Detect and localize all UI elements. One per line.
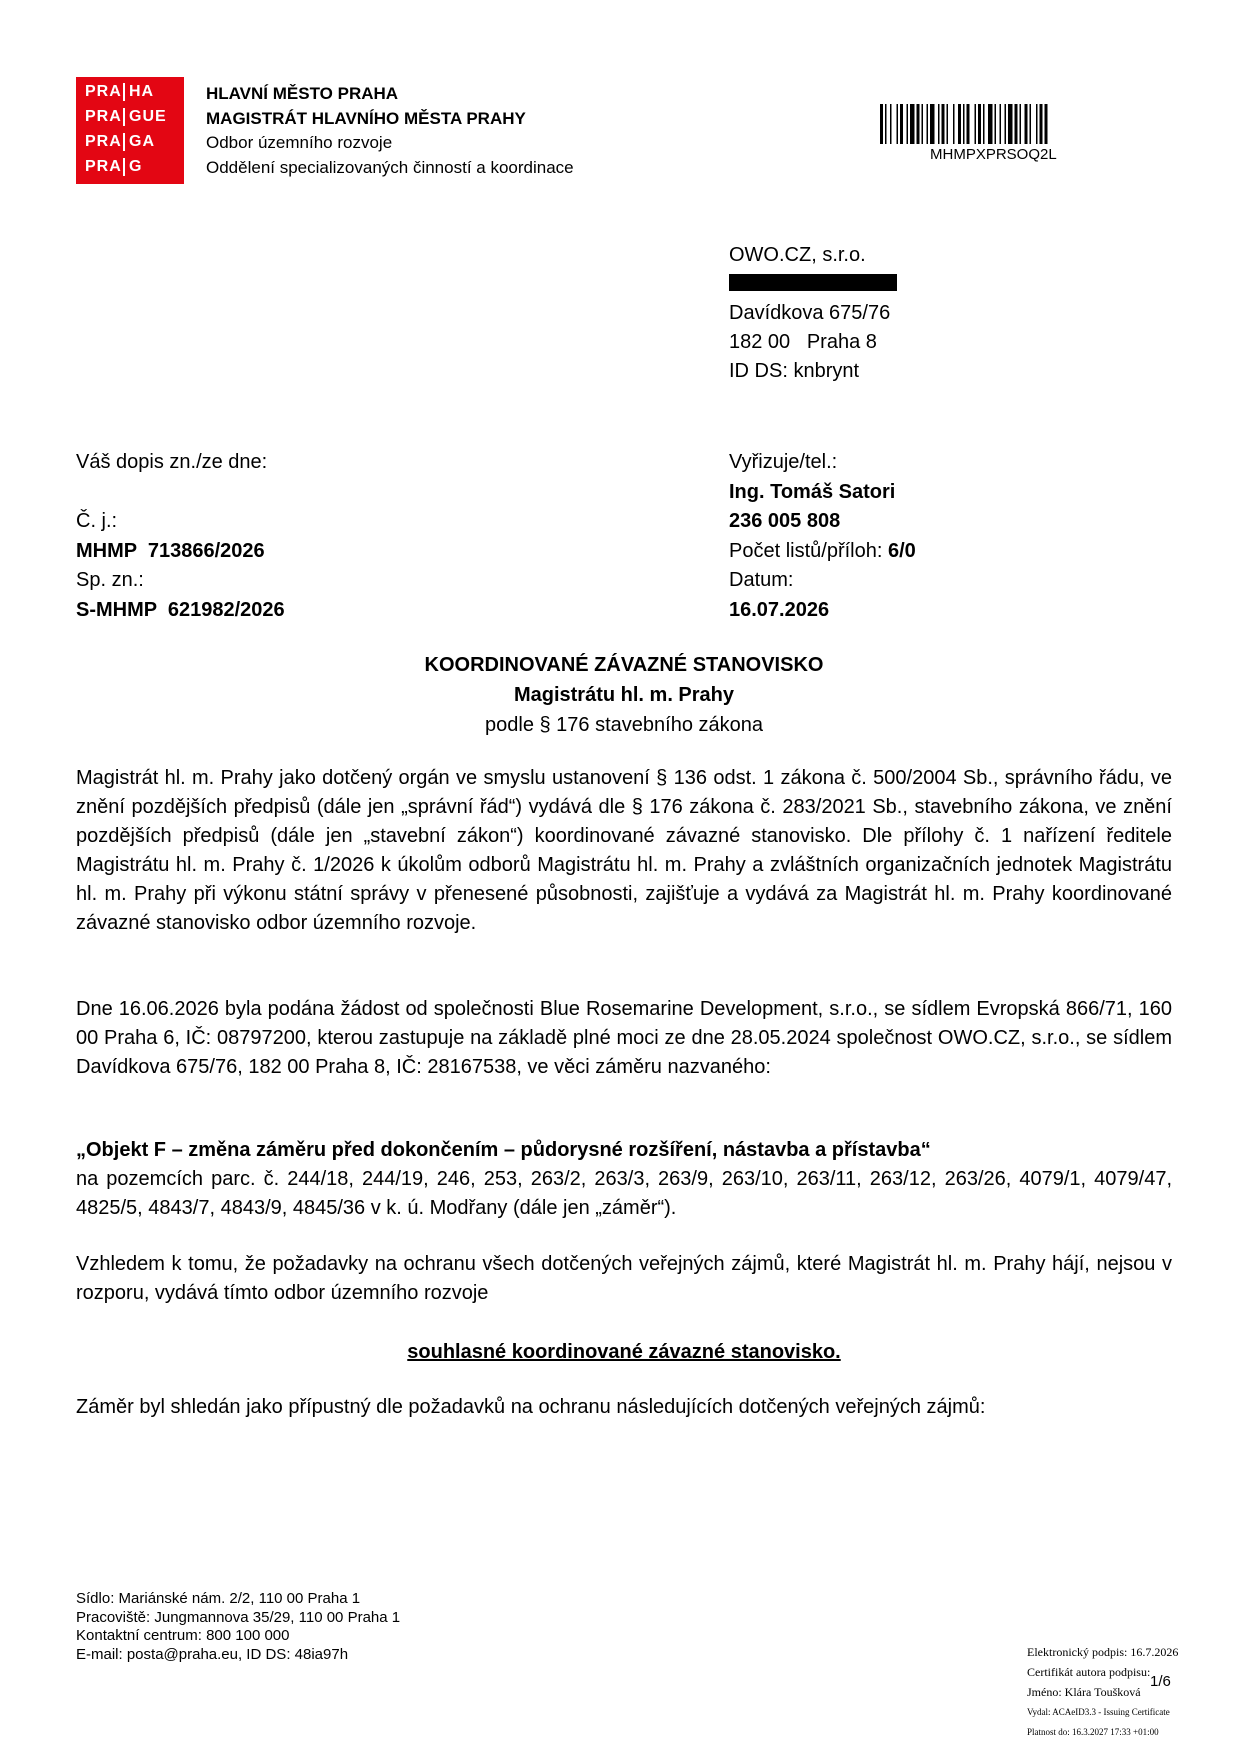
handler-label: Vyřizuje/tel.: (729, 451, 838, 473)
barcode (880, 104, 1140, 144)
page-number: 1/6 (1150, 1673, 1171, 1690)
footer-email: E-mail: posta@praha.eu, ID DS: 48ia97h (76, 1645, 349, 1663)
document-title (76, 650, 1172, 740)
title-line-2: Magistrátu hl. m. Prahy (513, 684, 735, 706)
signature-name: Jméno: Klára Toušková (1027, 1685, 1141, 1699)
paragraph-project (76, 1136, 1172, 1223)
organization-header (206, 82, 574, 180)
signature-date: Elektronický podpis: 16.7.2026 (1027, 1645, 1179, 1659)
org-magistrate: MAGISTRÁT HLAVNÍHO MĚSTA PRAHY (206, 108, 526, 128)
reference-left (76, 448, 285, 625)
decision-statement: souhlasné koordinované závazné stanovisko. (407, 1341, 841, 1363)
footer-seat: Sídlo: Mariánské nám. 2/2, 110 00 Praha 1 (76, 1590, 361, 1607)
spzn-value: S-MHMP 621982/2026 (76, 598, 285, 621)
paragraph-request: Dne 16.06.2026 byla podána žádost od společnosti Blue Rosemarine Development, s.r.o., se sídlem Evropská 866/71, 160 00 Praha 6, IČ: 08797200, kterou zastupuje na základě plné moci ze dne 28.05.2024 společnost OWO.CZ, s.r.o., se sídlem Davídkova 675/76, 182 00 Praha 8, IČ: 28167538, ve věci záměru nazvaného: (76, 998, 1172, 1078)
signature-certificate: Certifikát autora podpisu: (1027, 1665, 1151, 1679)
signature-issuer: Vydal: ACAeID3.3 - Issuing Certificate (1027, 1707, 1170, 1717)
paragraph-interests: Záměr byl shledán jako přípustný dle požadavků na ochranu následujících dotčených veřejných zájmů: (76, 1396, 986, 1418)
title-line-3: podle § 176 stavebního zákona (485, 714, 763, 736)
project-name: „Objekt F – změna záměru před dokončením – půdorysné rozšíření, nástavba a přístavba“ (76, 1139, 931, 1161)
handler-name: Ing. Tomáš Satori (729, 480, 896, 503)
logo-row: PRA HA (85, 83, 155, 100)
date-label: Datum: (729, 569, 794, 591)
paragraph-decision: Vzhledem k tomu, že požadavky na ochranu všech dotčených veřejných zájmů, které Magistrát hl. m. Prahy hájí, nejsou v rozporu, vydává tímto odbor územního rozvoje (76, 1253, 1172, 1304)
spacer (76, 478, 285, 508)
recipient-ds: ID DS: knbrynt (729, 360, 860, 382)
redaction-bar (729, 274, 897, 291)
footer-workplace: Pracoviště: Jungmannova 35/29, 110 00 Praha 1 (76, 1608, 401, 1626)
handler-phone: 236 005 808 (729, 510, 841, 532)
recipient-name: OWO.CZ, s.r.o. (729, 244, 866, 266)
cj-label: Č. j.: (76, 510, 118, 532)
org-department: Odbor územního rozvoje (206, 133, 393, 152)
footer-contact-center: Kontaktní centrum: 800 100 000 (76, 1627, 290, 1644)
recipient-city: 182 00 Praha 8 (729, 331, 877, 353)
logo-row: PRA G (85, 158, 143, 175)
date-value: 16.07.2026 (729, 598, 830, 621)
letter-ref-label: Váš dopis zn./ze dne: (76, 451, 268, 473)
recipient-street: Davídkova 675/76 (729, 302, 891, 324)
org-section: Oddělení specializovaných činností a koordinace (206, 157, 574, 177)
recipient-address (729, 241, 890, 386)
footer-contacts (76, 1590, 400, 1664)
signature-validity: Platnost do: 16.3.2027 17:33 +01:00 (1027, 1727, 1159, 1737)
org-name: HLAVNÍ MĚSTO PRAHA (206, 84, 399, 103)
cj-value: MHMP 713866/2026 (76, 539, 265, 562)
logo-row: PRA GA (85, 133, 155, 150)
pages-count: Počet listů/příloh: 6/0 (729, 539, 916, 562)
project-parcels: na pozemcích parc. č. 244/18, 244/19, 246, 253, 263/2, 263/3, 263/9, 263/10, 263/11, 263/12, 263/26, 4079/1, 4079/47, 4825/5, 4843/7, 4843/9, 4845/36 v k. ú. Modřany (dále jen „záměr“). (76, 1168, 1172, 1219)
paragraph-intro: Magistrát hl. m. Prahy jako dotčený orgán ve smyslu ustanovení § 136 odst. 1 zákona č. 500/2004 Sb., správního řádu, ve znění pozdějších předpisů (dále jen „správní řád“) vydává dle § 176 zákona č. 283/2021 Sb., stavebního zákona, ve znění pozdějších předpisů (dále jen „stavební zákon“) koordinované závazné stanovisko. Dle přílohy č. 1 nařízení ředitele Magistrátu hl. m. Prahy č. 1/2026 k úkolům odborů Magistrátu hl. m. Prahy a zvláštních organizačních jednotek Magistrátu hl. m. Prahy při výkonu státní správy v přenesené působnosti, zajišťuje a vydává za Magistrát hl. m. Prahy koordinované závazné stanovisko odbor územního rozvoje. (76, 767, 1172, 934)
spzn-label: Sp. zn.: (76, 569, 144, 591)
barcode-text: MHMPXPRSOQ2L (930, 146, 1057, 163)
electronic-signature (1027, 1642, 1178, 1742)
title-line-1: KOORDINOVANÉ ZÁVAZNÉ STANOVISKO (424, 654, 824, 676)
reference-right (729, 448, 916, 625)
prague-logo (76, 77, 184, 184)
logo-row: PRA GUE (85, 108, 167, 125)
